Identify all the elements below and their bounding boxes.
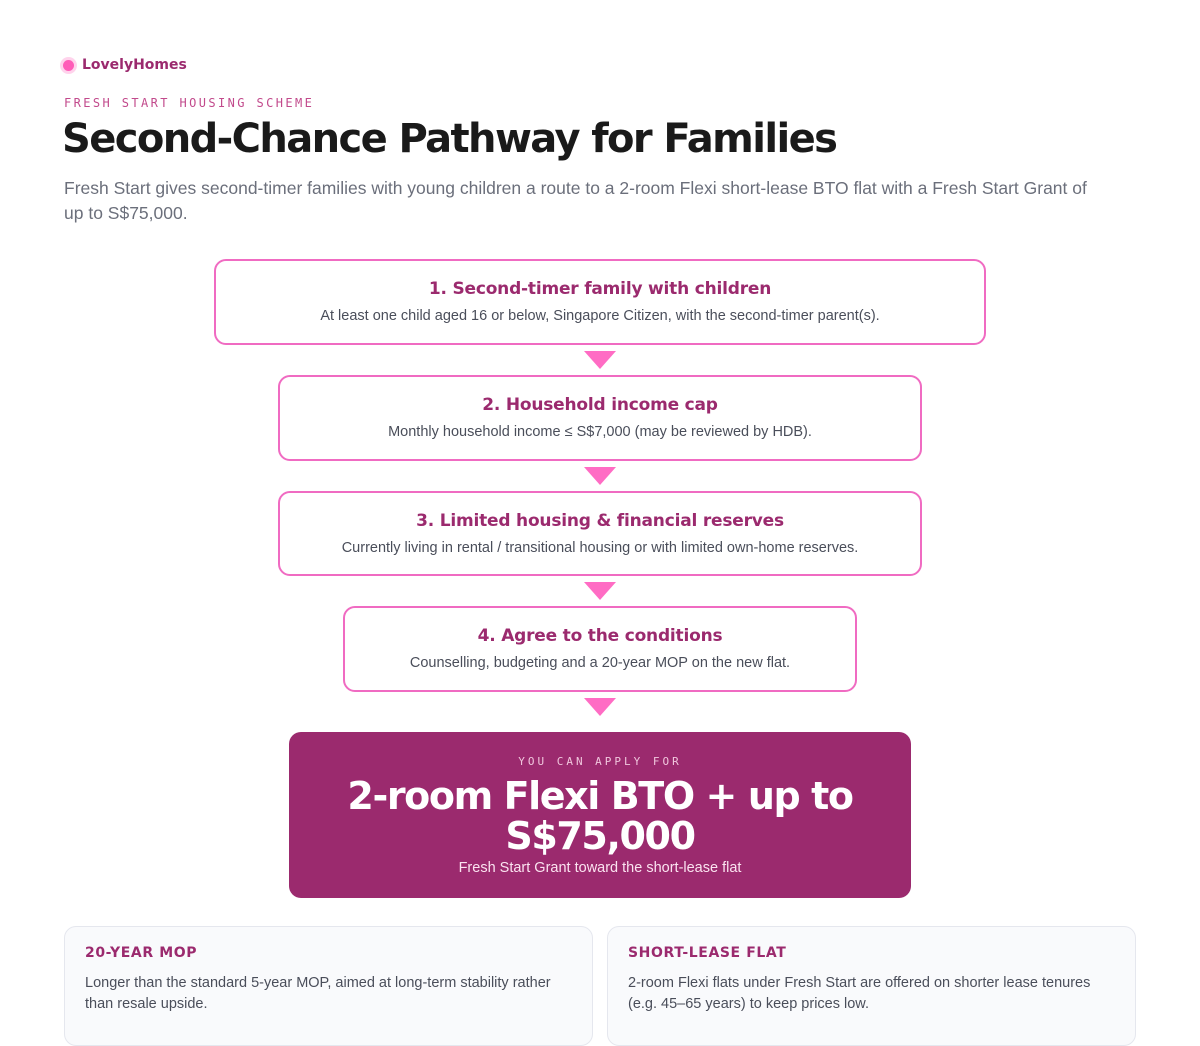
brand-dot-icon	[63, 60, 74, 71]
step-card-2	[278, 375, 922, 461]
brand[interactable]	[63, 57, 187, 73]
card-body: 2-room Flexi flats under Fresh Start are offered on shorter lease tenures (e.g. 45–65 years) to keep prices low.	[628, 975, 1091, 1012]
card-body: Longer than the standard 5-year MOP, aimed at long-term stability rather than resale upside.	[85, 975, 551, 1012]
step-description: Counselling, budgeting and a 20-year MOP on the new flat.	[409, 655, 791, 671]
step-description: Currently living in rental / transitional housing or with limited own-home reserves.	[341, 540, 859, 556]
card-title: 20-YEAR MOP	[85, 945, 198, 961]
page-title: Second-Chance Pathway for Families	[62, 116, 837, 162]
step-title: 1. Second-timer family with children	[428, 279, 772, 299]
step-card-3	[278, 491, 922, 576]
page-subtitle: Fresh Start gives second-timer families with young children a route to a 2-room Flexi short-lease BTO flat with a Fresh Start Grant of up to S$75,000.	[64, 178, 1087, 223]
step-title: 4. Agree to the conditions	[477, 626, 723, 646]
step-card-1	[214, 259, 986, 345]
step-description: Monthly household income ≤ S$7,000 (may be reviewed by HDB).	[388, 424, 812, 440]
flow-arrow-down-icon	[584, 351, 616, 369]
flow-arrow-down-icon	[584, 698, 616, 716]
step-card-4	[343, 606, 857, 692]
result-headline: 2-room Flexi BTO + up to S$75,000	[347, 774, 853, 858]
result-banner	[289, 732, 911, 898]
brand-name: LovelyHomes	[82, 57, 187, 73]
step-description: At least one child aged 16 or below, Singapore Citizen, with the second-timer parent(s).	[320, 308, 880, 324]
card-title: SHORT-LEASE FLAT	[628, 945, 787, 961]
step-title: 2. Household income cap	[482, 395, 718, 415]
info-card-short-lease	[607, 926, 1136, 1046]
info-card-mop	[64, 926, 593, 1046]
flow-arrow-down-icon	[584, 467, 616, 485]
result-subtext: Fresh Start Grant toward the short-lease flat	[458, 860, 742, 876]
step-title: 3. Limited housing & financial reserves	[416, 511, 784, 531]
result-eyebrow: YOU CAN APPLY FOR	[518, 755, 682, 768]
flow-arrow-down-icon	[584, 582, 616, 600]
page-eyebrow: FRESH START HOUSING SCHEME	[64, 96, 315, 110]
